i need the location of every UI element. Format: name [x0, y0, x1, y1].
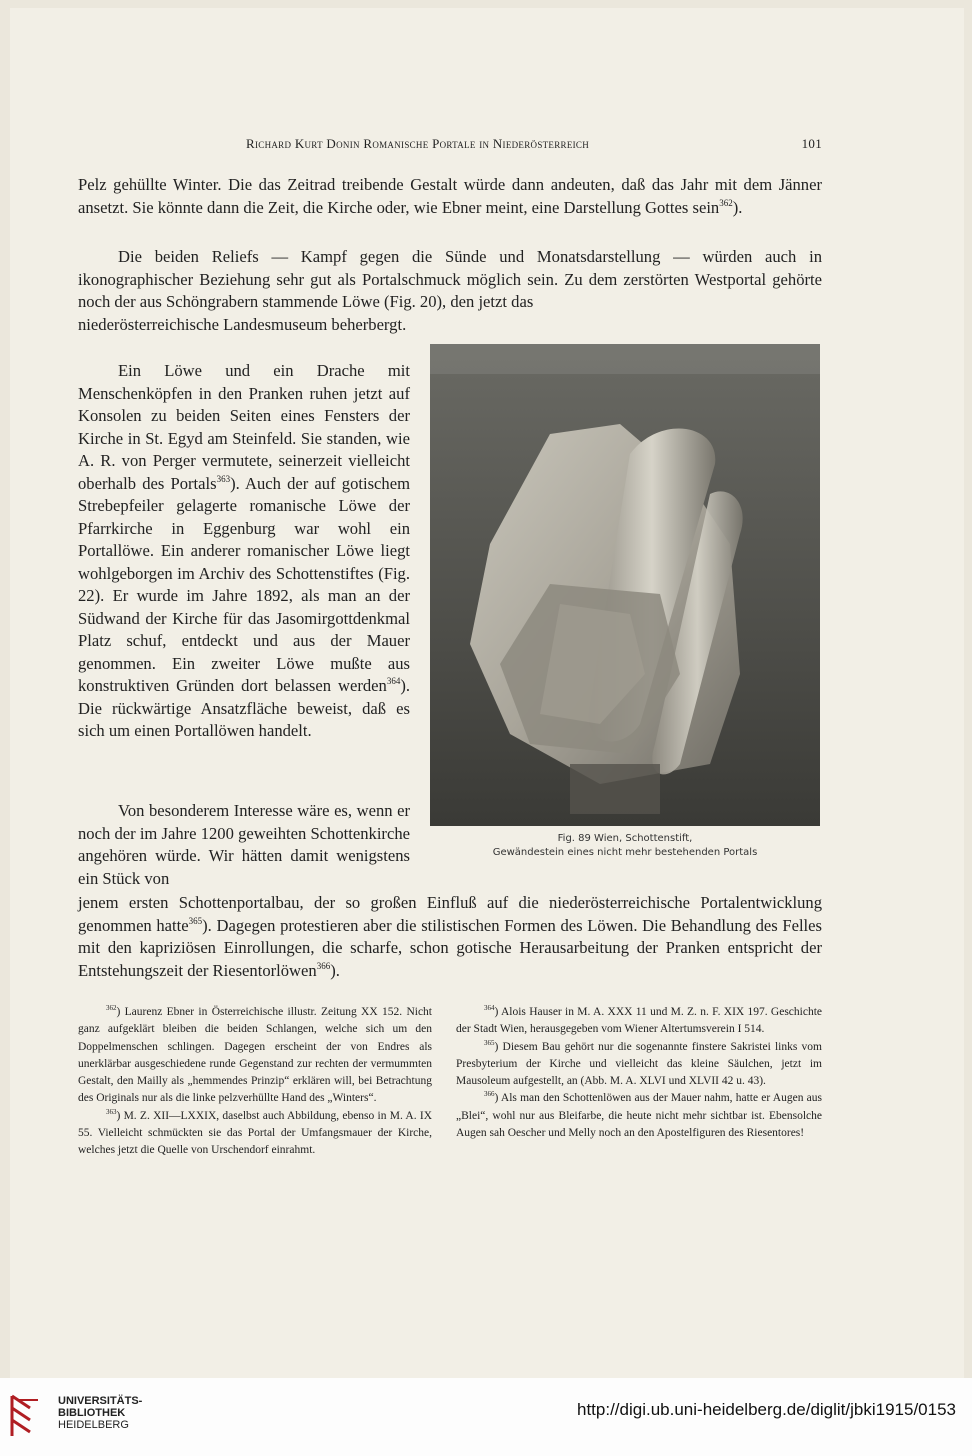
paragraph-4-cont	[78, 892, 822, 982]
para3-text-b: ). Auch der auf gotischem Strebepfeiler gelagerte romanische Löwe der Pfarrkirche in Eggenburg war wohl ein Portallöwe. Ein anderer romanischer Löwe liegt wohlgeborgen im Archiv des Schottenstiftes (Fig. 22). Er wurde im Jahre 1892, als man an der Südwand der Kirche für das Jasomirgottdenkmal Platz schuf, entdeckt und aus der Mauer genommen. Ein zweiter Löwe mußte aus konstruktiven Gründen dort belassen werden	[78, 473, 410, 695]
library-line-1: UNIVERSITÄTS-	[58, 1395, 143, 1407]
footnote-366-number: 366	[484, 1090, 495, 1099]
footnote-364-text: ) Alois Hauser in M. A. XXX 11 und M. Z. n. F. XIX 197. Geschichte der Stadt Wien, herausgegeben vom Wiener Altertumsverein I 514.	[456, 1006, 822, 1036]
footnote-363-text: ) M. Z. XII—LXXIX, daselbst auch Abbildung, ebenso in M. A. IX 55. Vielleicht schmückten sie das Portal der Umfangsmauer der Kirche, welches jetzt die Quelle von Urschendorf einrahmt.	[78, 1109, 432, 1157]
footnote-ref-363[interactable]: 363	[216, 473, 231, 484]
footnote-363-number: 363	[106, 1107, 117, 1116]
paragraph-1	[78, 174, 822, 219]
para3-text-c: ). Die rückwärtige Ansatzfläche beweist, daß es sich um einen Portallöwen handelt.	[78, 676, 410, 740]
page-number: 101	[801, 136, 822, 151]
footnote-362-number: 362	[106, 1004, 117, 1012]
library-line-3: HEIDELBERG	[58, 1419, 129, 1431]
permalink-url[interactable]: http://digi.ub.uni-heidelberg.de/diglit/jbki1915/0153	[577, 1400, 956, 1419]
figure-caption	[430, 832, 820, 860]
caption-line-2: Gewändestein eines nicht mehr bestehenden Portals	[492, 847, 758, 858]
para1-tail: ).	[732, 197, 743, 217]
paragraph-4	[78, 800, 410, 890]
library-logo-icon	[8, 1394, 44, 1438]
library-name	[58, 1395, 142, 1431]
paragraph-2-cont	[78, 314, 410, 337]
footnotes-left-column	[78, 1004, 432, 1160]
para2-cont-text: niederösterreichische Landesmuseum beherbergt.	[78, 315, 407, 334]
library-line-2: BIBLIOTHEK	[58, 1407, 126, 1419]
stone-photo-illustration	[430, 344, 820, 826]
footnote-366-text: ) Als man den Schottenlöwen aus der Mauer nahm, hatte er Augen aus „Blei“, wohl nur aus Bleifarbe, die heute nicht mehr sichtbar ist. Ebensolche Augen sah Oescher und Melly noch an den Apostelfiguren des Riesentores!	[456, 1092, 822, 1140]
footnote-362-text: ) Laurenz Ebner in Österreichische illustr. Zeitung XX 152. Nicht ganz aufgeklärt bleiben die beiden Schlangen, welche sich um den Doppelmenschen schlingen. Dagegen erscheint der von Endres als unerklärbar ausgeschiedene runde Gegenstand zur rechten der vermummten Gestalt, den Mailly als „hemmendes Prinzip“ erklären will, bei Betrachtung des Originals nur als die linke pelzverhüllte Hand des „Winters“.	[78, 1006, 432, 1105]
footer-bar	[0, 1378, 972, 1456]
header-title: Richard Kurt Donin Romanische Portale in Niederösterreich	[246, 136, 590, 151]
caption-line-1: Fig. 89 Wien, Schottenstift,	[557, 833, 693, 844]
paragraph-3	[78, 360, 410, 743]
para2-text: Die beiden Reliefs — Kampf gegen die Sünde und Monatsdarstellung — würden auch in ikonographischer Beziehung sehr gut als Portalschmuck möglich sein. Zu dem zerstörten Westportal gehörte noch der aus Schöngrabern stammende Löwe (Fig. 20), den jetzt das	[78, 247, 822, 311]
footnote-364	[456, 1004, 822, 1039]
footnotes-right-column	[456, 1004, 822, 1142]
footnote-362	[78, 1004, 432, 1108]
footnote-ref-365[interactable]: 365	[188, 915, 203, 926]
para3-text-a: Ein Löwe und ein Drache mit Menschenköpfen in den Pranken ruhen jetzt auf Konsolen zu beiden Seiten eines Fensters der Kirche in St. Egyd am Steinfeld. Sie standen, wie A. R. von Perger vermutete, seinerzeit vielleicht oberhalb des Portals	[78, 361, 410, 493]
para4-text: Von besonderem Interesse wäre es, wenn er noch der im Jahre 1200 geweihten Schottenkirche angehören würde. Wir hätten damit wenigstens ein Stück von	[78, 801, 410, 888]
para4-cont-a: jenem ersten Schottenportalbau, der so großen Einfluß auf die niederösterreichische Portalentwicklung genommen hatte	[78, 893, 822, 935]
footnote-ref-366[interactable]: 366	[316, 960, 331, 971]
footnote-366	[456, 1090, 822, 1142]
footnote-364-number: 364	[484, 1004, 495, 1012]
footnote-365	[456, 1039, 822, 1091]
footnote-365-text: ) Diesem Bau gehört nur die sogenannte finstere Sakristei links vom Presbyterium der Kirche und vielleicht das kleine Säulchen, jetzt im Mausoleum aufgestellt, an (Abb. M. A. XLVI und XLVII 42 u. 43).	[456, 1040, 822, 1088]
paragraph-2	[78, 246, 822, 314]
figure-89-photo	[430, 344, 820, 826]
running-header	[78, 136, 822, 156]
footnote-365-number: 365	[484, 1038, 495, 1047]
footnote-ref-362[interactable]: 362	[719, 197, 733, 208]
footnote-ref-364[interactable]: 364	[386, 676, 401, 686]
para4-cont-c: ).	[330, 960, 340, 980]
para4-cont-b: ). Dagegen protestieren aber die stilistischen Formen des Löwen. Die Behandlung des Felles mit den kapriziösen Einrollungen, die scharfe, schon gotische Herausarbeitung der Pranken entspricht der Entstehungszeit der Riesentorlöwen	[78, 915, 822, 980]
para1-text: Pelz gehüllte Winter. Die das Zeitrad treibende Gestalt würde dann andeuten, daß das Jahr mit dem Jänner ansetzt. Sie könnte dann die Zeit, die Kirche oder, wie Ebner meint, eine Darstellung Gottes sein	[78, 175, 822, 217]
footnote-363	[78, 1108, 432, 1160]
